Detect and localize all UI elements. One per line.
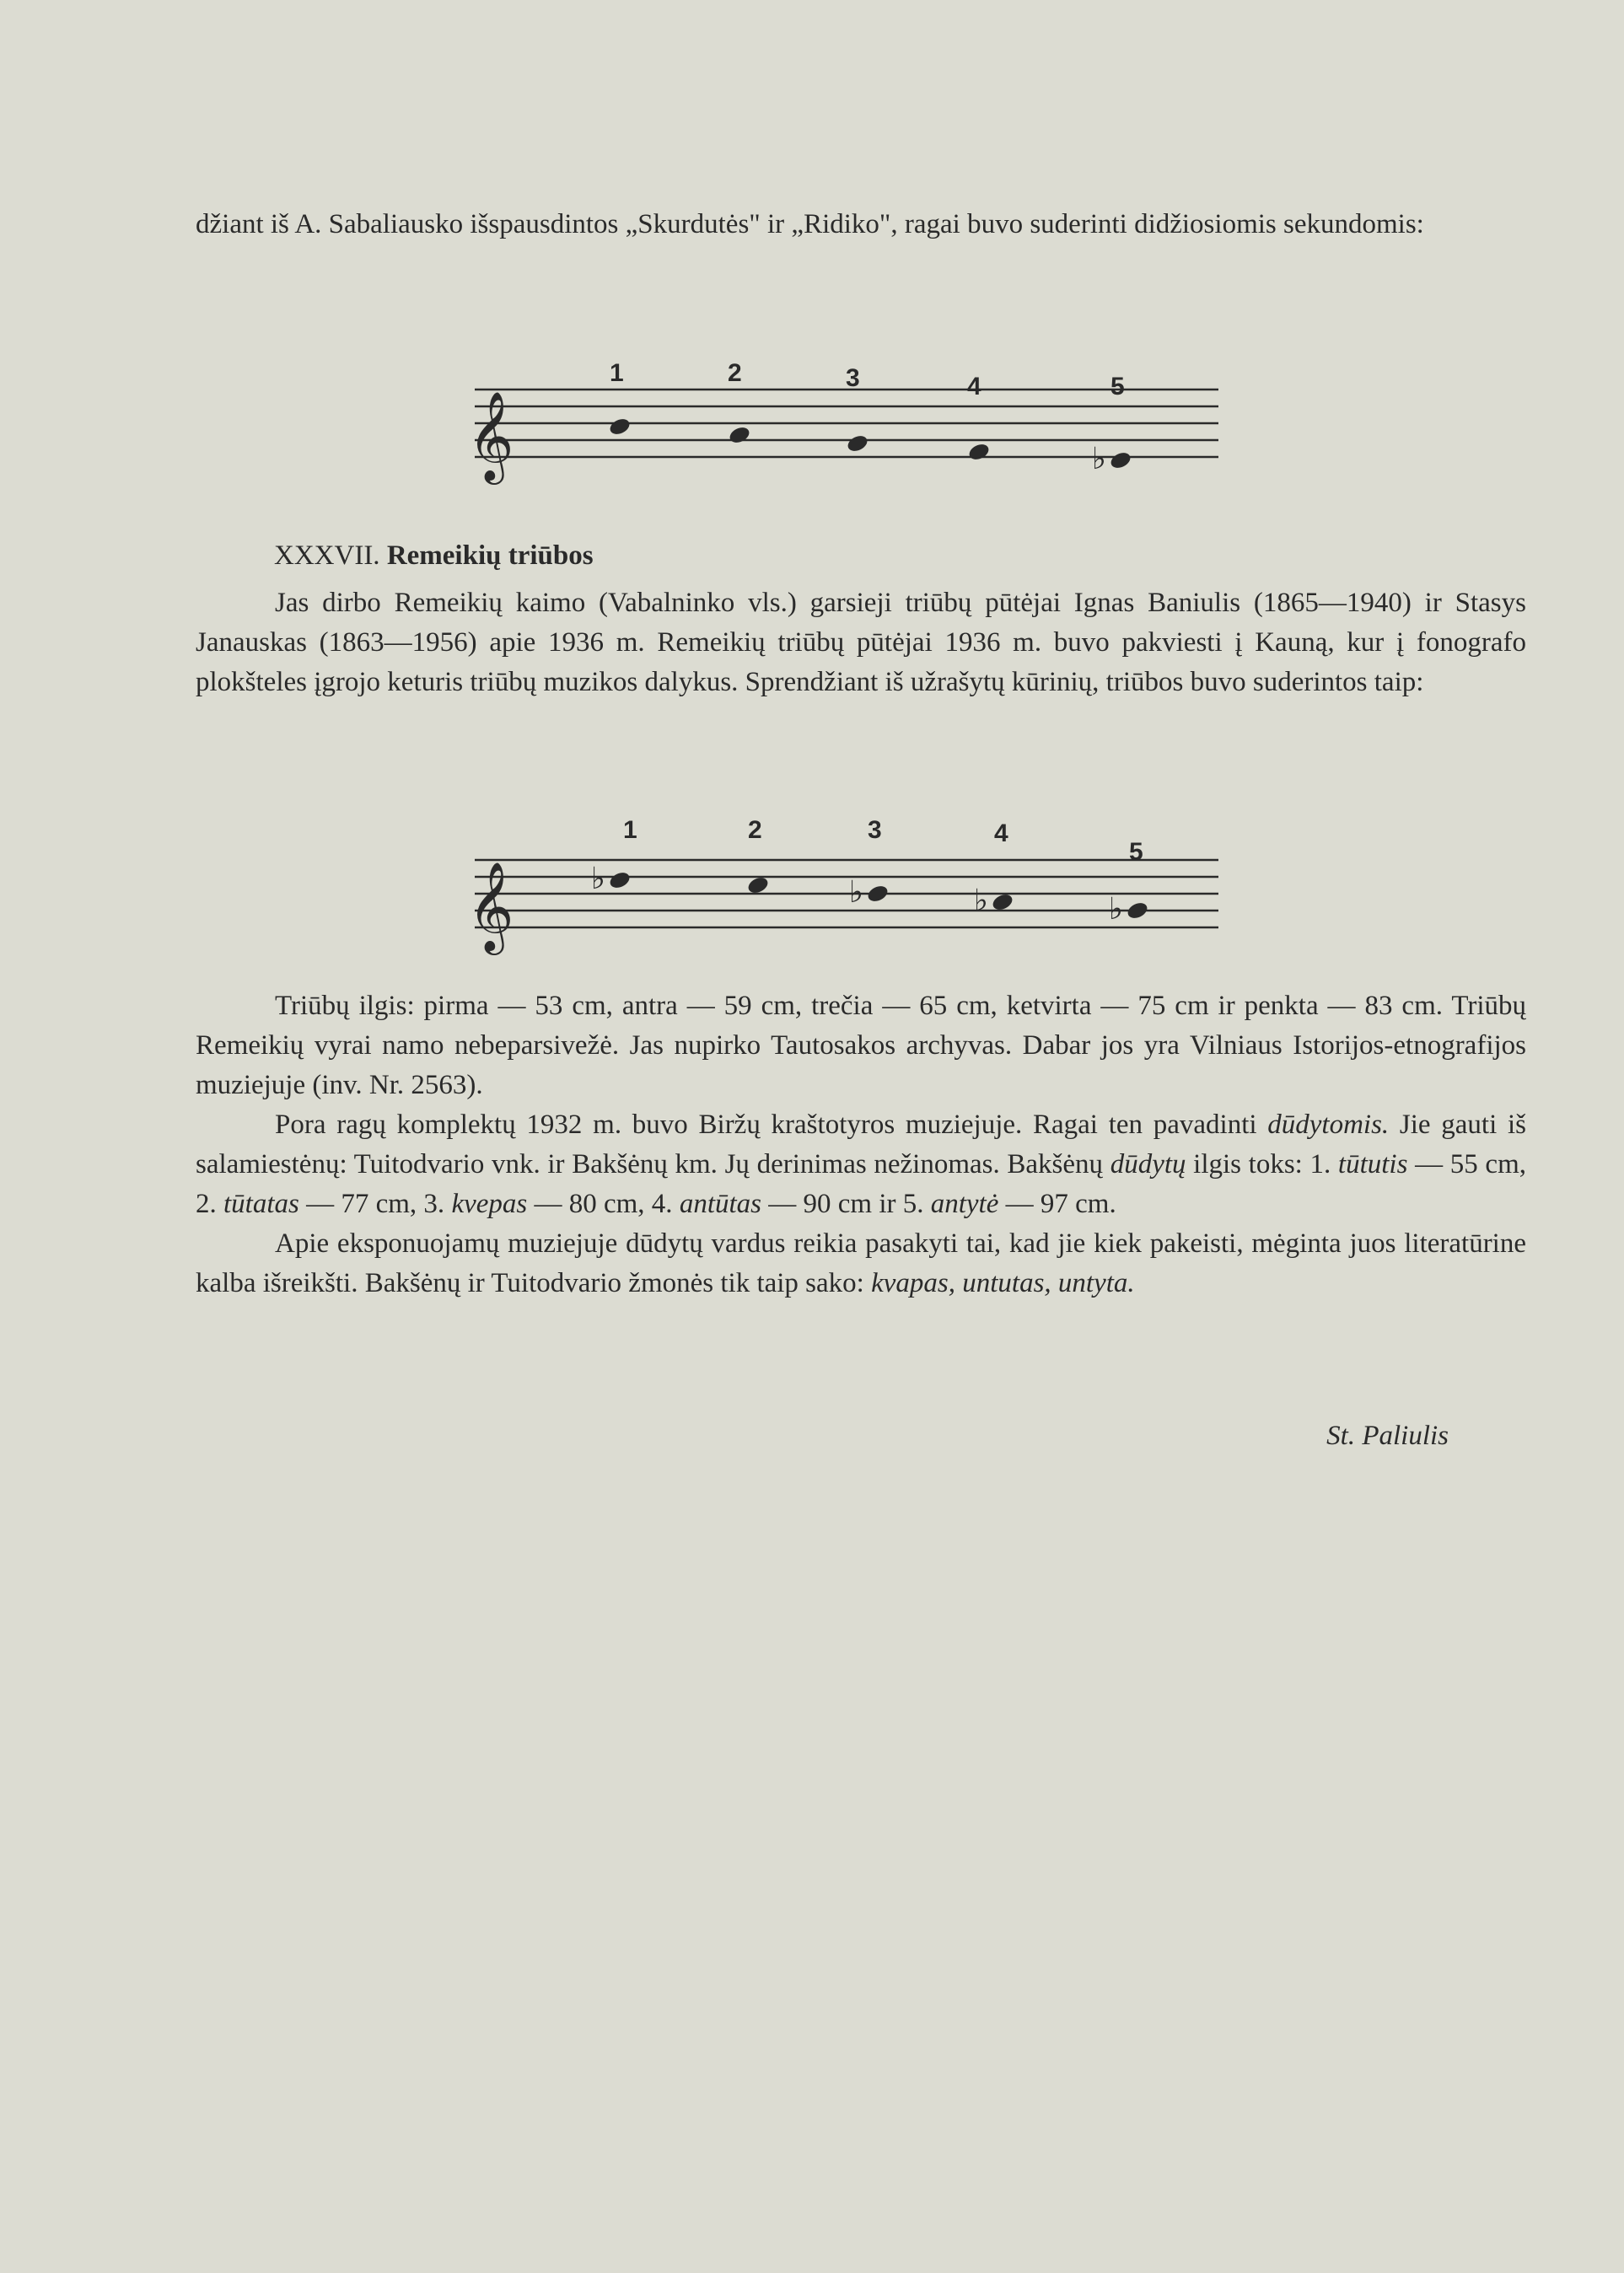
note-number: 4: [967, 373, 981, 400]
text-run: — 97 cm.: [998, 1189, 1116, 1219]
text-run: — 55 cm, 2.: [196, 1149, 1526, 1219]
flat-icon: ♭: [974, 884, 988, 918]
note-head: [991, 892, 1015, 913]
note-number: 1: [623, 816, 637, 844]
term-dudytu: dūdytų: [1110, 1149, 1186, 1179]
treble-clef-icon: 𝄞: [468, 861, 514, 951]
body-paragraphs: [196, 986, 1526, 1303]
term-kvepas: kvepas: [451, 1189, 528, 1219]
staff-notation-2: [468, 816, 1227, 959]
flat-icon: ♭: [1092, 442, 1106, 476]
author-signature: St. Paliulis: [1326, 1421, 1449, 1451]
flat-icon: ♭: [1109, 892, 1123, 927]
note-head: [746, 875, 771, 896]
section-number: XXXVII.: [274, 540, 380, 571]
text-run: Apie eksponuojamų muziejuje dūdytų vardus reikia pasakyti tai, kad jie kiek pakeisti, mėginta juos literatūrine kalba išreikšti. Bakšėnų ir Tuitodvario žmonės tik taip sako:: [196, 1228, 1526, 1298]
term-tututis: tūtutis: [1337, 1149, 1408, 1179]
term-tutatas: tūtatas: [223, 1189, 299, 1219]
flat-icon: ♭: [849, 875, 863, 910]
flat-icon: ♭: [591, 862, 605, 896]
note-number: 3: [846, 364, 860, 392]
text-run: — 80 cm, 4.: [527, 1189, 680, 1219]
note-number: 5: [1129, 838, 1143, 866]
staff-notation-1: [468, 354, 1227, 497]
note-number: 5: [1110, 373, 1125, 400]
text-run: Jie gauti iš salamiestėnų: Tuitodvario vnk. ir Bakšėnų km. Jų derinimas nežinomas. Bakšėnų: [196, 1110, 1526, 1179]
term-names: kvapas, untutas, untyta.: [871, 1268, 1135, 1298]
intro-paragraph: [196, 205, 1526, 244]
section-paragraph: Jas dirbo Remeikių kaimo (Vabalninko vls.) garsieji triūbų pūtėjai Ignas Baniulis (1865—1940) ir Stasys Janauskas (1863—1956) apie 1936 m. Remeikių triūbų pūtėjai 1936 m. buvo pakviesti į Kauną, kur į fonografo plokšteles įgrojo keturis triūbų muzikos dalykus. Sprendžiant iš užrašytų kūrinių, triūbos buvo suderintos taip:: [196, 588, 1526, 697]
note-number: 3: [868, 816, 882, 844]
note-number: 1: [610, 359, 624, 387]
text-run: — 90 cm ir 5.: [761, 1189, 931, 1219]
note-number: 4: [994, 819, 1008, 847]
section-title: Remeikių triūbos: [386, 540, 594, 571]
paragraph-birzai: [196, 1105, 1526, 1224]
section-heading: [274, 536, 594, 576]
paragraph-names: [196, 1224, 1526, 1303]
note-head: [1126, 900, 1150, 922]
term-antutas: antūtas: [679, 1189, 761, 1219]
intro-text: džiant iš A. Sabaliausko išspausdintos „Skurdutės" ir „Ridiko", ragai buvo suderinti didžiosiomis sekundomis:: [196, 209, 1424, 239]
note-head: [1109, 450, 1133, 471]
note-head: [608, 870, 632, 891]
note-head: [846, 433, 870, 454]
paragraph-lengths: Triūbų ilgis: pirma — 53 cm, antra — 59 cm, trečia — 65 cm, ketvirta — 75 cm ir penkta — 83 cm. Triūbų Remeikių vyrai namo nebeparsivežė. Jas nupirko Tautosakos archyvas. Dabar jos yra Vilniaus Istorijos-etnografijos muziejuje (inv. Nr. 2563).: [196, 991, 1526, 1100]
text-run: — 77 cm, 3.: [298, 1189, 452, 1219]
section-paragraph-block: [196, 583, 1526, 702]
note-number: 2: [748, 816, 762, 844]
note-head: [967, 442, 992, 463]
note-head: [866, 884, 890, 905]
text-run: Pora ragų komplektų 1932 m. buvo Biržų kraštotyros muziejuje. Ragai ten pavadinti: [275, 1110, 1268, 1140]
note-head: [608, 416, 632, 438]
note-head: [728, 425, 752, 446]
note-number: 2: [728, 359, 742, 387]
term-antyte: antytė: [930, 1189, 999, 1219]
text-run: ilgis toks: 1.: [1186, 1149, 1338, 1179]
term-dudytomis: dūdytomis.: [1267, 1110, 1390, 1140]
treble-clef-icon: 𝄞: [468, 390, 514, 481]
